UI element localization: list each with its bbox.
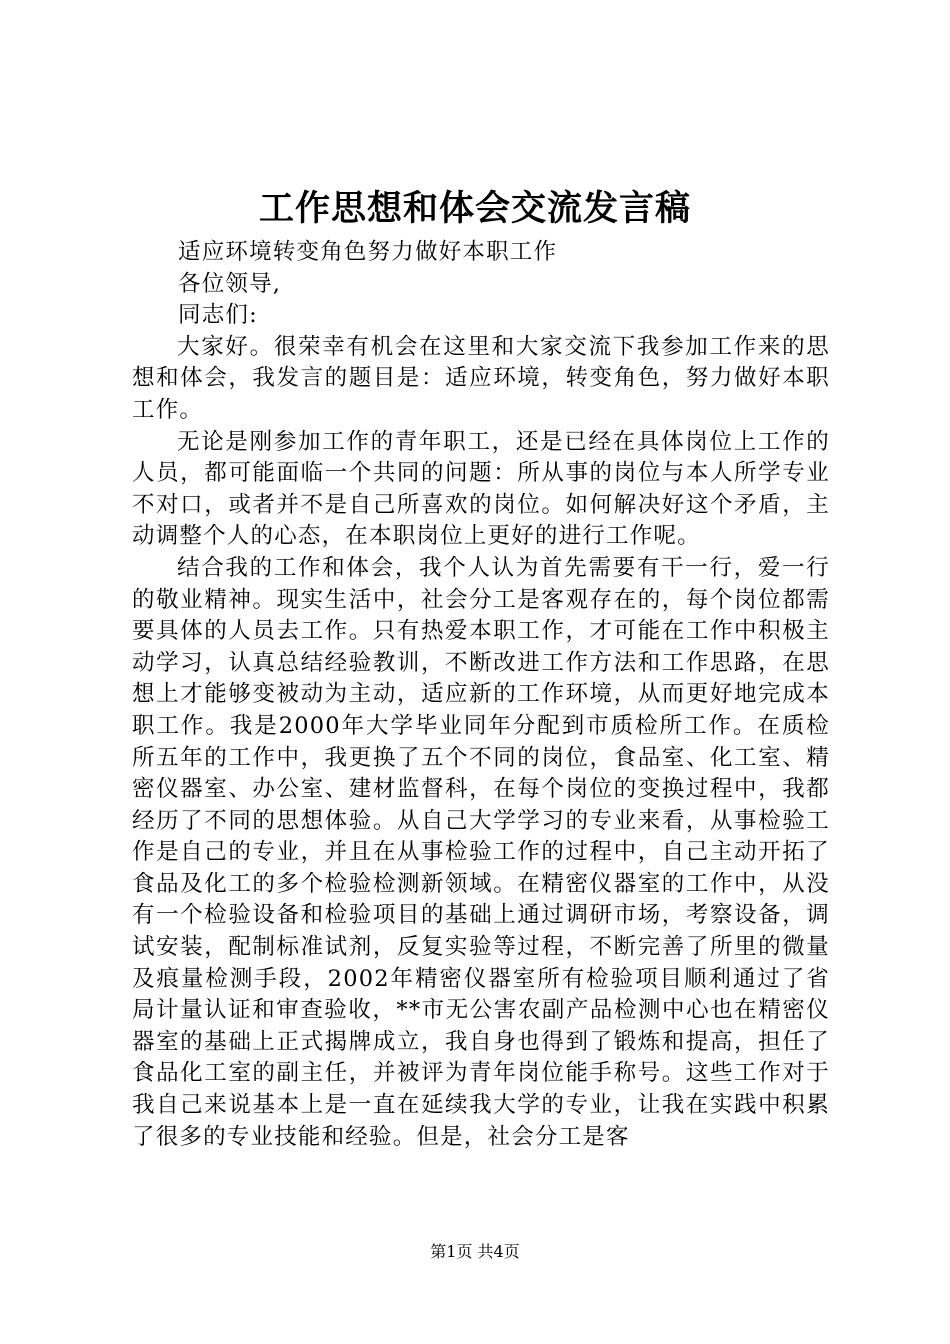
subtitle-line: 适应环境转变角色努力做好本职工作: [178, 239, 558, 265]
salutation-leaders: 各位领导,: [178, 270, 282, 297]
paragraph-greeting: 大家好。很荣幸有机会在这里和大家交流下我参加工作来的思想和体会，我发言的题目是：适应环境，转变角色，努力做好本职工作。: [132, 333, 830, 423]
document-body: [132, 237, 830, 1153]
page-footer: 第1页 共4页: [430, 1242, 520, 1261]
paragraph-experience: 结合我的工作和体会，我个人认为首先需要有干一行，爱一行的敬业精神。现实生活中，社会分工是客观存在的，每个岗位都需要具体的人员去工作。只有热爱本职工作，才可能在工作中积极主动学习，认真总结经验教训，不断改进工作方法和工作思路，在思想上才能够变被动为主动，适应新的工作环境，从而更好地完成本职工作。我是2000年大学毕业同年分配到市质检所工作。在质检所五年的工作中，我更换了五个不同的岗位，食品室、化工室、精密仪器室、办公室、建材监督科，在每个岗位的变换过程中，我都经历了不同的思想体验。从自己大学学习的专业来看，从事检验工作是自己的专业，并且在从事检验工作的过程中，自己主动开拓了食品及化工的多个检验检测新领域。在精密仪器室的工作中，从没有一个检验设备和检验项目的基础上通过调研市场，考察设备，调试安装，配制标准试剂，反复实验等过程，不断完善了所里的微量及痕量检测手段，2002年精密仪器室所有检验项目顺利通过了省局计量认证和审查验收，**市无公害农副产品检测中心也在精密仪器室的基础上正式揭牌成立，我自身也得到了锻炼和提高，担任了食品化工室的副主任，并被评为青年岗位能手称号。这些工作对于我自己来说基本上是一直在延续我大学的专业，让我在实践中积累了很多的专业技能和经验。但是，社会分工是客: [132, 554, 830, 1150]
paragraph-problem: 无论是刚参加工作的青年职工，还是已经在具体岗位上工作的人员，都可能面临一个共同的问题：所从事的岗位与本人所学专业不对口，或者并不是自己所喜欢的岗位。如何解决好这个矛盾，主动调整个人的心态，在本职岗位上更好的进行工作呢。: [132, 428, 830, 550]
salutation-comrades: 同志们:: [178, 302, 258, 329]
document-title: 工作思想和体会交流发言稿: [258, 188, 691, 229]
